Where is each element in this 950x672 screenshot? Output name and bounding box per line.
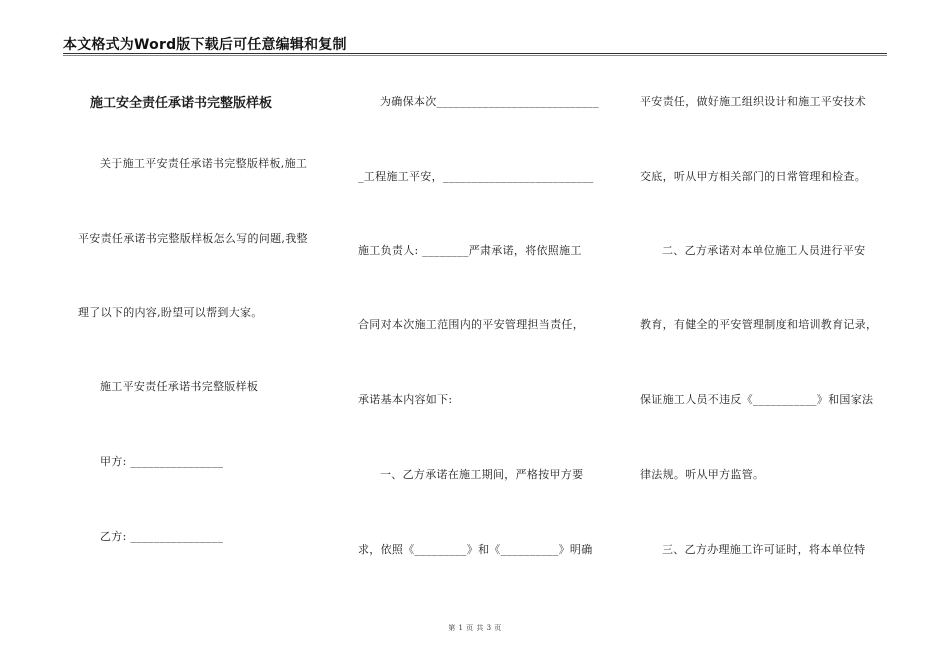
middle-line-6: 一、乙方承诺在施工期间，严格按甲方要 <box>380 468 584 481</box>
party-a-line: 甲方: ________________ <box>100 455 224 468</box>
right-line-2: 交底，听从甲方相关部门的日常管理和检查。 <box>640 170 866 183</box>
document-title: 施工安全责任承诺书完整版样板 <box>90 96 273 111</box>
middle-line-3: 施工负责人: ________严肃承诺，将依照施工 <box>358 244 582 257</box>
header-rule <box>63 53 887 54</box>
right-line-4: 教育，有健全的平安管理制度和培训教育记录， <box>640 318 878 331</box>
middle-line-2: _工程施工平安，__________________________ <box>358 170 594 183</box>
right-line-6: 律法规。听从甲方监管。 <box>640 468 765 481</box>
right-line-3: 二、乙方承诺对本单位施工人员进行平安 <box>662 244 866 257</box>
right-line-7: 三、乙方办理施工许可证时，将本单位特 <box>662 543 866 556</box>
right-line-1: 平安责任，做好施工组织设计和施工平安技术 <box>640 95 866 108</box>
party-b-line: 乙方: ________________ <box>100 530 224 543</box>
middle-line-7: 求，依照《_________》和《__________》明确 <box>358 543 593 556</box>
page-number-footer: 第 1 页 共 3 页 <box>448 624 502 632</box>
middle-line-1: 为确保本次____________________________ <box>380 95 599 108</box>
left-line-1: 关于施工平安责任承诺书完整版样板,施工 <box>100 157 308 170</box>
document-header: 本文格式为Word版下载后可任意编辑和复制 <box>63 37 347 53</box>
right-line-5: 保证施工人员不违反《___________》和国家法 <box>640 393 874 406</box>
header-rule-thin <box>63 55 887 56</box>
left-line-4: 施工平安责任承诺书完整版样板 <box>100 380 259 393</box>
left-line-3: 理了以下的内容,盼望可以帮到大家。 <box>78 306 263 319</box>
left-line-2: 平安责任承诺书完整版样板怎么写的问题,我整 <box>78 232 308 245</box>
middle-line-5: 承诺基本内容如下: <box>358 393 453 406</box>
middle-line-4: 合同对本次施工范围内的平安管理担当责任， <box>358 318 584 331</box>
